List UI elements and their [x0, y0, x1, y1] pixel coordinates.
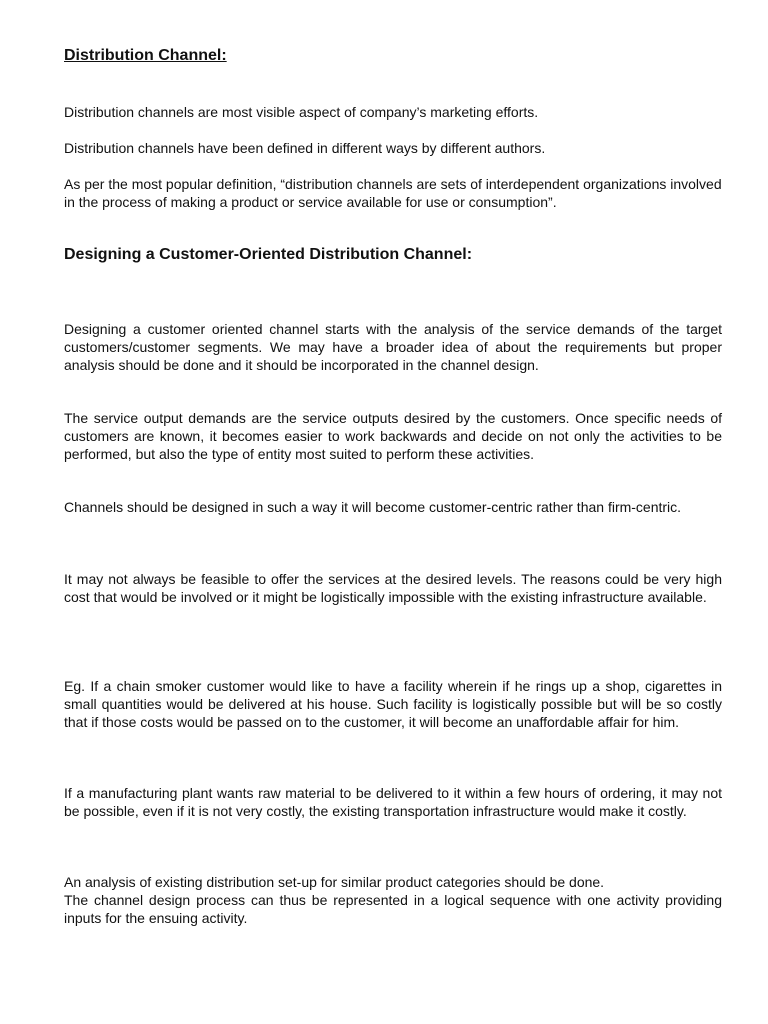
closing-line-1: An analysis of existing distribution set-up for similar product categories should be done. — [64, 874, 605, 890]
body-paragraph-5: Eg. If a chain smoker customer would like to have a facility wherein if he rings up a shop, cigarettes in small quantities would be delivered at his house. Such facility is logistically possible but will be so costly that if those costs would be passed on to the customer, it will become an unaffordable affair for him. — [64, 678, 722, 730]
page-title: Distribution Channel: — [64, 47, 227, 64]
body-paragraph-4: It may not always be feasible to offer the services at the desired levels. The reasons could be very high cost that would be involved or it might be logistically impossible with the existing infrastructure available. — [64, 571, 722, 605]
closing-paragraph — [64, 873, 722, 927]
intro-paragraph-3: As per the most popular definition, “distribution channels are sets of interdependent organizations involved in the process of making a product or service available for use or consumption”. — [64, 176, 722, 210]
closing-line-2: The channel design process can thus be represented in a logical sequence with one activity providing inputs for the ensuing activity. — [64, 892, 722, 926]
intro-paragraph-1: Distribution channels are most visible aspect of company’s marketing efforts. — [64, 104, 539, 120]
intro-paragraph-2: Distribution channels have been defined in different ways by different authors. — [64, 140, 546, 156]
body-paragraph-1: Designing a customer oriented channel starts with the analysis of the service demands of the target customers/customer segments. We may have a broader idea of about the requirements but proper analysis should be done and it should be incorporated in the channel design. — [64, 321, 722, 373]
section-title: Designing a Customer-Oriented Distribution Channel: — [64, 246, 473, 263]
body-paragraph-6: If a manufacturing plant wants raw material to be delivered to it within a few hours of ordering, it may not be possible, even if it is not very costly, the existing transportation infrastructure would make it costly. — [64, 785, 722, 819]
body-paragraph-2: The service output demands are the service outputs desired by the customers. Once specific needs of customers are known, it becomes easier to work backwards and decide on not only the activities to be performed, but also the type of entity most suited to perform these activities. — [64, 410, 722, 462]
body-paragraph-3: Channels should be designed in such a way it will become customer-centric rather than firm-centric. — [64, 499, 682, 515]
